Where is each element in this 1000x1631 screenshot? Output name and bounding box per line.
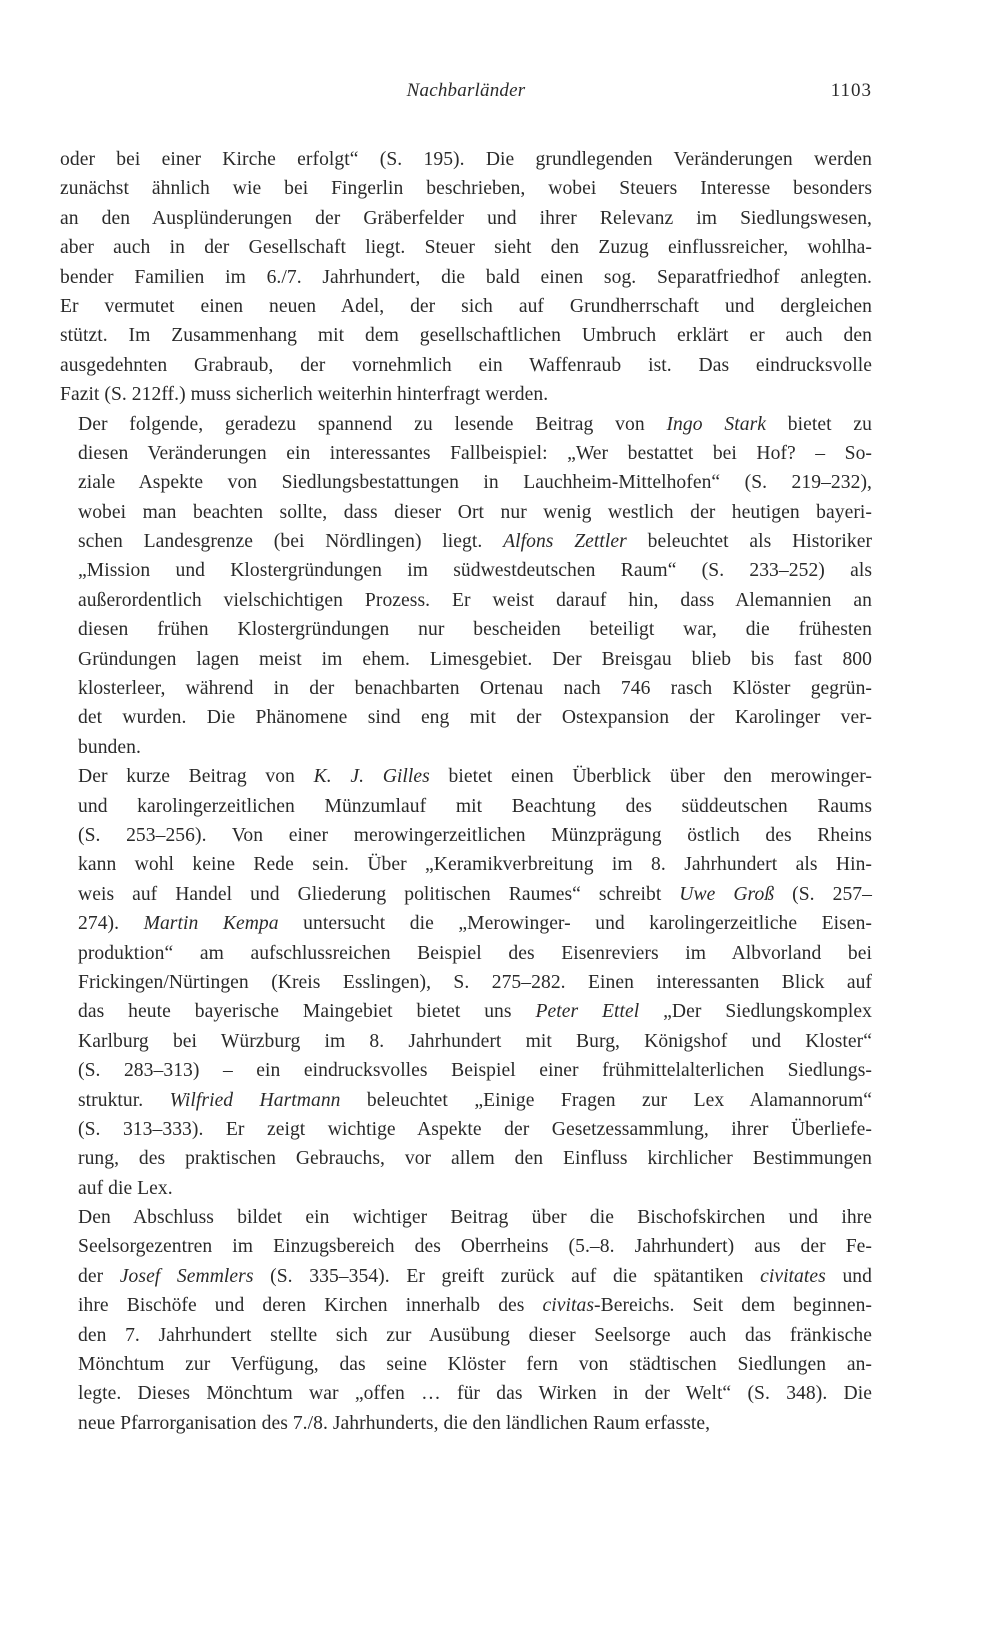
page-number: 1103 — [830, 80, 872, 101]
text-run: an den Ausplünderungen der Gräberfelder und ihrer Relevanz im Siedlungswesen, — [60, 207, 872, 229]
text-run: neue Pfarrorganisation des 7./8. Jahrhunderts, die den ländlichen Raum erfasste, — [78, 1412, 711, 1434]
italic-name: Alfons Zettler — [503, 531, 627, 553]
text-line — [60, 527, 872, 556]
italic-name: Ingo Stark — [666, 413, 766, 435]
text-run: stützt. Im Zusammenhang mit dem gesellschaftlichen Umbruch erklärt er auch den — [60, 325, 872, 347]
italic-name: civitates — [760, 1265, 826, 1287]
text-run: rung, des praktischen Gebrauchs, vor allem den Einfluss kirchlicher Bestimmungen — [78, 1148, 872, 1170]
text-line — [60, 380, 872, 409]
text-line — [60, 674, 872, 703]
text-run: Karlburg bei Würzburg im 8. Jahrhundert mit Burg, Königshof und Kloster“ — [78, 1030, 872, 1052]
text-line — [60, 645, 872, 674]
text-line — [60, 1321, 872, 1350]
text-run: diesen Veränderungen ein interessantes Fallbeispiel: „Wer bestattet bei Hof? – So- — [78, 442, 872, 464]
text-run: -Bereichs. Seit dem beginnen- — [594, 1295, 872, 1317]
text-run: zunächst ähnlich wie bei Fingerlin beschrieben, wobei Steuers Interesse besonders — [60, 178, 872, 200]
text-line — [60, 615, 872, 644]
text-run: Mönchtum zur Verfügung, das seine Klöster fern von städtischen Siedlungen an- — [78, 1354, 872, 1376]
italic-name: K. J. Gilles — [313, 766, 430, 788]
paragraph — [60, 410, 872, 763]
text-run: bietet einen Überblick über den merowinger- — [429, 766, 873, 788]
italic-name: civitas — [542, 1295, 595, 1317]
text-line — [60, 997, 872, 1026]
italic-name: Peter Ettel — [535, 1001, 640, 1023]
text-line — [60, 1350, 872, 1379]
text-run: weis auf Handel und Gliederung politischen Raumes“ schreibt — [78, 883, 680, 905]
text-line — [60, 939, 872, 968]
text-run: Der folgende, geradezu spannend zu lesende Beitrag von — [78, 413, 667, 435]
text-run: legte. Dieses Mönchtum war „offen … für das Wirken in der Welt“ (S. 348). Die — [78, 1383, 872, 1405]
italic-name: Wilfried Hartmann — [169, 1089, 341, 1111]
text-line — [60, 909, 872, 938]
text-line — [60, 145, 872, 174]
text-run: Fazit (S. 212ff.) muss sicherlich weiterhin hinterfragt werden. — [60, 384, 549, 406]
text-run: Der kurze Beitrag von — [78, 766, 314, 788]
text-line — [60, 880, 872, 909]
text-run: der — [78, 1265, 120, 1287]
italic-name: Martin Kempa — [143, 913, 279, 935]
text-run: beleuchtet als Historiker — [626, 531, 873, 553]
text-line — [60, 1027, 872, 1056]
text-run: diesen frühen Klostergründungen nur bescheiden beteiligt war, die frühesten — [78, 619, 872, 641]
text-run: Frickingen/Nürtingen (Kreis Esslingen), S. 275–282. Einen interessanten Blick auf — [78, 971, 872, 993]
text-line — [60, 1086, 872, 1115]
text-run: (S. 335–354). Er greift zurück auf die spätantiken — [253, 1265, 761, 1287]
text-line — [60, 1144, 872, 1173]
text-line — [60, 703, 872, 732]
text-run: bunden. — [78, 736, 141, 758]
text-run: Er vermutet einen neuen Adel, der sich auf Grundherrschaft und dergleichen — [60, 295, 872, 317]
text-line — [60, 351, 872, 380]
text-run: Den Abschluss bildet ein wichtiger Beitrag über die Bischofskirchen und ihre — [78, 1207, 872, 1229]
text-line — [60, 292, 872, 321]
text-line — [60, 792, 872, 821]
text-run: „Mission und Klostergründungen im südwestdeutschen Raum“ (S. 233–252) als — [78, 560, 872, 582]
text-run: (S. 253–256). Von einer merowingerzeitlichen Münzprägung östlich des Rheins — [78, 824, 872, 846]
text-run: (S. 313–333). Er zeigt wichtige Aspekte der Gesetzessammlung, ihrer Überliefe- — [78, 1118, 872, 1140]
running-title: Nachbarländer — [406, 80, 526, 101]
text-run: det wurden. Die Phänomene sind eng mit der Ostexpansion der Karolinger ver- — [78, 707, 872, 729]
text-run: ziale Aspekte von Siedlungsbestattungen in Lauchheim-Mittelhofen“ (S. 219–232), — [78, 472, 872, 494]
text-line — [60, 1174, 872, 1203]
text-line — [60, 733, 872, 762]
text-run: (S. 257– — [774, 883, 872, 905]
paragraph — [60, 762, 872, 1203]
text-run: oder bei einer Kirche erfolgt“ (S. 195). Die grundlegenden Veränderungen werden — [60, 149, 872, 170]
text-run: außerordentlich vielschichtigen Prozess. Er weist darauf hin, dass Alemannien an — [78, 589, 872, 611]
italic-name: Josef Semmlers — [119, 1265, 254, 1287]
text-run: wobei man beachten sollte, dass dieser Ort nur wenig westlich der heutigen bayeri- — [78, 501, 872, 523]
text-run: kann wohl keine Rede sein. Über „Keramikverbreitung im 8. Jahrhundert als Hin- — [78, 854, 872, 876]
text-run: Gründungen lagen meist im ehem. Limesgebiet. Der Breisgau blieb bis fast 800 — [78, 648, 872, 670]
text-line — [60, 1291, 872, 1320]
text-line — [60, 850, 872, 879]
text-line — [60, 1409, 872, 1438]
text-run: struktur. — [78, 1089, 170, 1111]
text-run: bender Familien im 6./7. Jahrhundert, die bald einen sog. Separatfriedhof anlegten. — [60, 266, 872, 288]
text-run: untersucht die „Merowinger- und karolingerzeitliche Eisen- — [278, 913, 873, 935]
text-run: bietet zu — [766, 413, 872, 435]
text-run: und karolingerzeitlichen Münzumlauf mit Beachtung des süddeutschen Raums — [78, 795, 872, 817]
text-run: „Der Siedlungskomplex — [639, 1001, 872, 1023]
text-line — [60, 556, 872, 585]
text-run: (S. 283–313) – ein eindrucksvolles Beispiel einer frühmittelalterlichen Siedlungs- — [78, 1060, 872, 1082]
text-run: und — [825, 1265, 872, 1287]
text-run: den 7. Jahrhundert stellte sich zur Ausübung dieser Seelsorge auch das fränkische — [78, 1324, 872, 1346]
text-line — [60, 1203, 872, 1232]
text-line — [60, 1056, 872, 1085]
paragraph — [60, 145, 872, 410]
text-run: schen Landesgrenze (bei Nördlingen) liegt. — [78, 531, 504, 553]
text-run: das heute bayerische Maingebiet bietet uns — [78, 1001, 536, 1023]
text-line — [60, 1232, 872, 1261]
text-line — [60, 821, 872, 850]
text-run: produktion“ am aufschlussreichen Beispiel des Eisenreviers im Albvorland bei — [78, 942, 872, 964]
text-line — [60, 1115, 872, 1144]
text-line — [60, 410, 872, 439]
italic-name: Uwe Groß — [679, 883, 775, 905]
text-run: beleuchtet „Einige Fragen zur Lex Alamannorum“ — [340, 1089, 872, 1111]
text-line — [60, 439, 872, 468]
text-run: ihre Bischöfe und deren Kirchen innerhalb des — [78, 1295, 543, 1317]
text-line — [60, 263, 872, 292]
text-line — [60, 498, 872, 527]
text-line — [60, 968, 872, 997]
text-line — [60, 762, 872, 791]
text-run: aber auch in der Gesellschaft liegt. Steuer sieht den Zuzug einflussreicher, wohlha- — [60, 237, 872, 259]
text-run: klosterleer, während in der benachbarten Ortenau nach 746 rasch Klöster gegrün- — [78, 678, 872, 700]
text-run: 274). — [78, 913, 144, 935]
paragraph — [60, 1203, 872, 1438]
running-head — [60, 80, 872, 110]
text-run: ausgedehnten Grabraub, der vornehmlich ein Waffenraub ist. Das eindrucksvolle — [60, 354, 872, 376]
text-line — [60, 586, 872, 615]
text-run: Seelsorgezentren im Einzugsbereich des Oberrheins (5.–8. Jahrhundert) aus der Fe- — [78, 1236, 872, 1258]
text-line — [60, 1379, 872, 1408]
text-line — [60, 1262, 872, 1291]
text-line — [60, 233, 872, 262]
text-line — [60, 321, 872, 350]
text-line — [60, 204, 872, 233]
text-run: auf die Lex. — [78, 1177, 173, 1199]
body-text — [60, 145, 872, 1438]
text-line — [60, 174, 872, 203]
text-line — [60, 468, 872, 497]
